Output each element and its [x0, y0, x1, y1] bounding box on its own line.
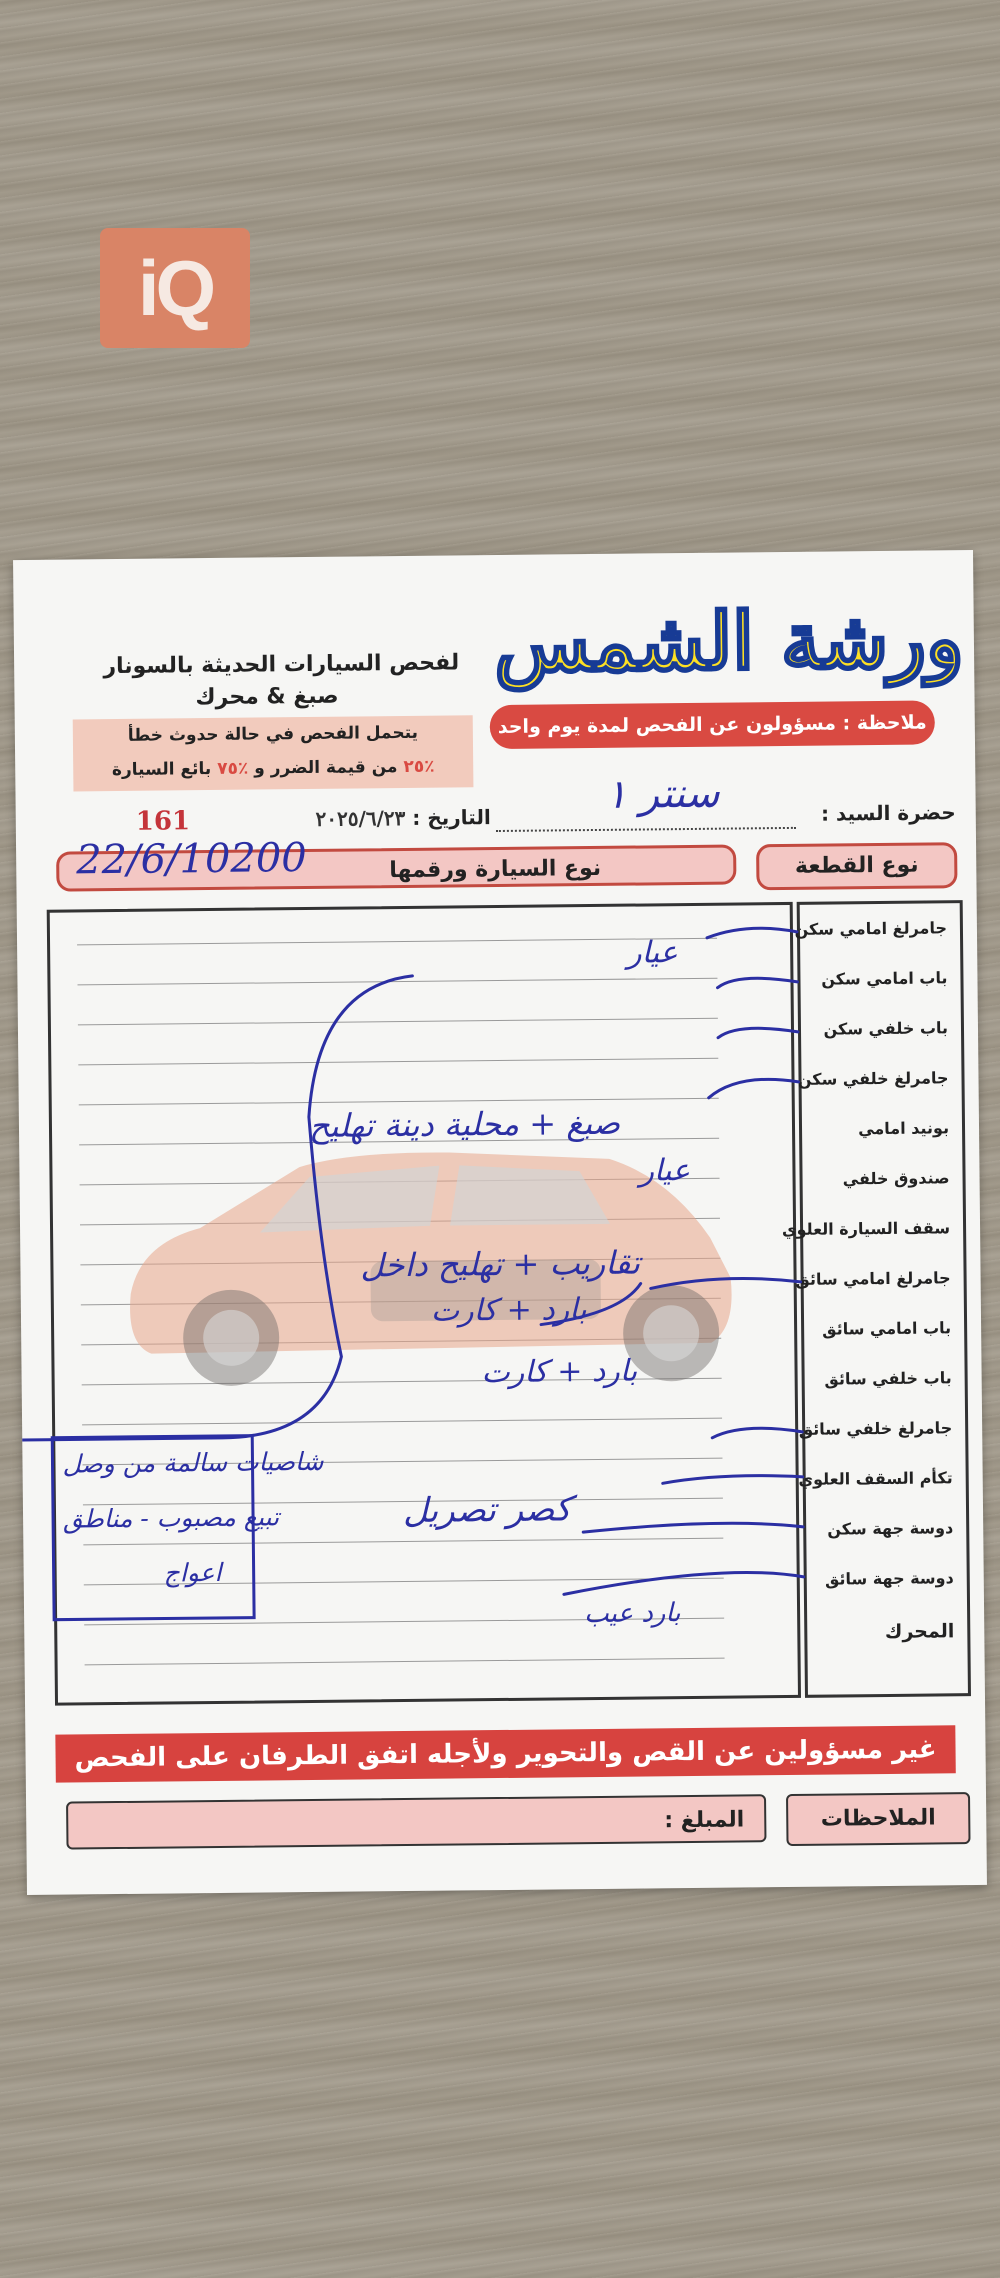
part-item: باب امامي سائق: [822, 1318, 952, 1339]
disclaimer-banner: غير مسؤولين عن القص والتحوير ولأجله اتفق الطرفان على الفحص: [55, 1725, 955, 1782]
note-banner: ملاحظة : مسؤولون عن الفحص لمدة يوم واحد: [490, 700, 935, 749]
handwritten-note: عيار: [627, 935, 678, 971]
part-item: جامرلغ امامي سكن: [794, 918, 948, 939]
part-item: جامرلغ خلفي سائق: [798, 1418, 953, 1439]
sir-handwritten-value: سنتر ١: [605, 770, 720, 818]
part-item: صندوق خلفي: [842, 1168, 950, 1189]
part-item: باب خلفي سكن: [823, 1018, 949, 1039]
handwritten-engine-note: كصر تصريل: [402, 1489, 572, 1532]
part-item-engine: المحرك: [884, 1620, 955, 1643]
serial-number: 161: [135, 806, 191, 837]
warning-percent-1: ٪٢٥: [403, 756, 435, 777]
inspection-form-paper: [13, 550, 987, 1895]
watermark-logo: iQ: [100, 228, 250, 348]
part-item: جامرلغ امامي سائق: [795, 1268, 951, 1289]
notes-label: الملاحظات: [786, 1792, 971, 1846]
warning-end-text: بائع السيارة: [111, 758, 212, 781]
part-item: بونيد امامي: [858, 1118, 950, 1139]
part-item: دوسة جهة سائق: [824, 1568, 954, 1589]
sir-label: حضرة السيد :: [820, 800, 956, 826]
warning-line-1: يتحمل الفحص في حالة حدوث خطأ: [127, 722, 419, 746]
handwritten-note: تقاريب + تهليح داخل: [360, 1243, 641, 1285]
part-item: سقف السيارة العلوي: [781, 1218, 951, 1240]
handwritten-box-note: تبيع مصبوب - مناطق: [62, 1502, 280, 1534]
workshop-brand-name: ورشة الشمس: [493, 594, 965, 691]
warning-middle-text: من قيمة الضرر و: [254, 757, 398, 779]
car-type-handwritten: 22/6/10200: [75, 835, 307, 884]
handwritten-strokes: [13, 550, 987, 1895]
date-label: التاريخ :: [412, 805, 491, 830]
service-subtitle: صبغ & محرك: [195, 683, 339, 711]
amount-label: المبلغ :: [664, 1807, 745, 1834]
handwritten-note: عيار: [639, 1153, 691, 1189]
part-item: باب خلفي سائق: [824, 1368, 952, 1389]
part-type-header: نوع القطعة: [756, 842, 957, 890]
handwritten-box-note: اعواج: [163, 1557, 222, 1588]
car-type-header: نوع السيارة ورقمها: [56, 845, 736, 892]
part-item: باب امامي سكن: [821, 968, 948, 989]
handwritten-box-note: شاصيات سالمة من وصل: [62, 1446, 324, 1479]
handwritten-note: صبغ + محلية دينة تهليح: [308, 1103, 621, 1145]
part-item: تكأم السقف العلوي: [798, 1468, 953, 1489]
handwritten-note: بارد + كارت: [430, 1292, 587, 1329]
handwritten-engine-note: بارد عيب: [583, 1598, 681, 1630]
amount-field: [66, 1794, 766, 1849]
part-item: جامرلغ خلفي سكن: [797, 1068, 949, 1089]
service-description: لفحص السيارات الحديثة بالسونار: [103, 650, 460, 680]
date-value: ٢٠٢٥/٦/٢٣: [315, 805, 406, 831]
part-item: دوسة جهة سكن: [827, 1518, 954, 1539]
handwritten-note: بارد + كارت: [481, 1353, 638, 1391]
warning-percent-2: ٪٧٥: [217, 758, 249, 779]
